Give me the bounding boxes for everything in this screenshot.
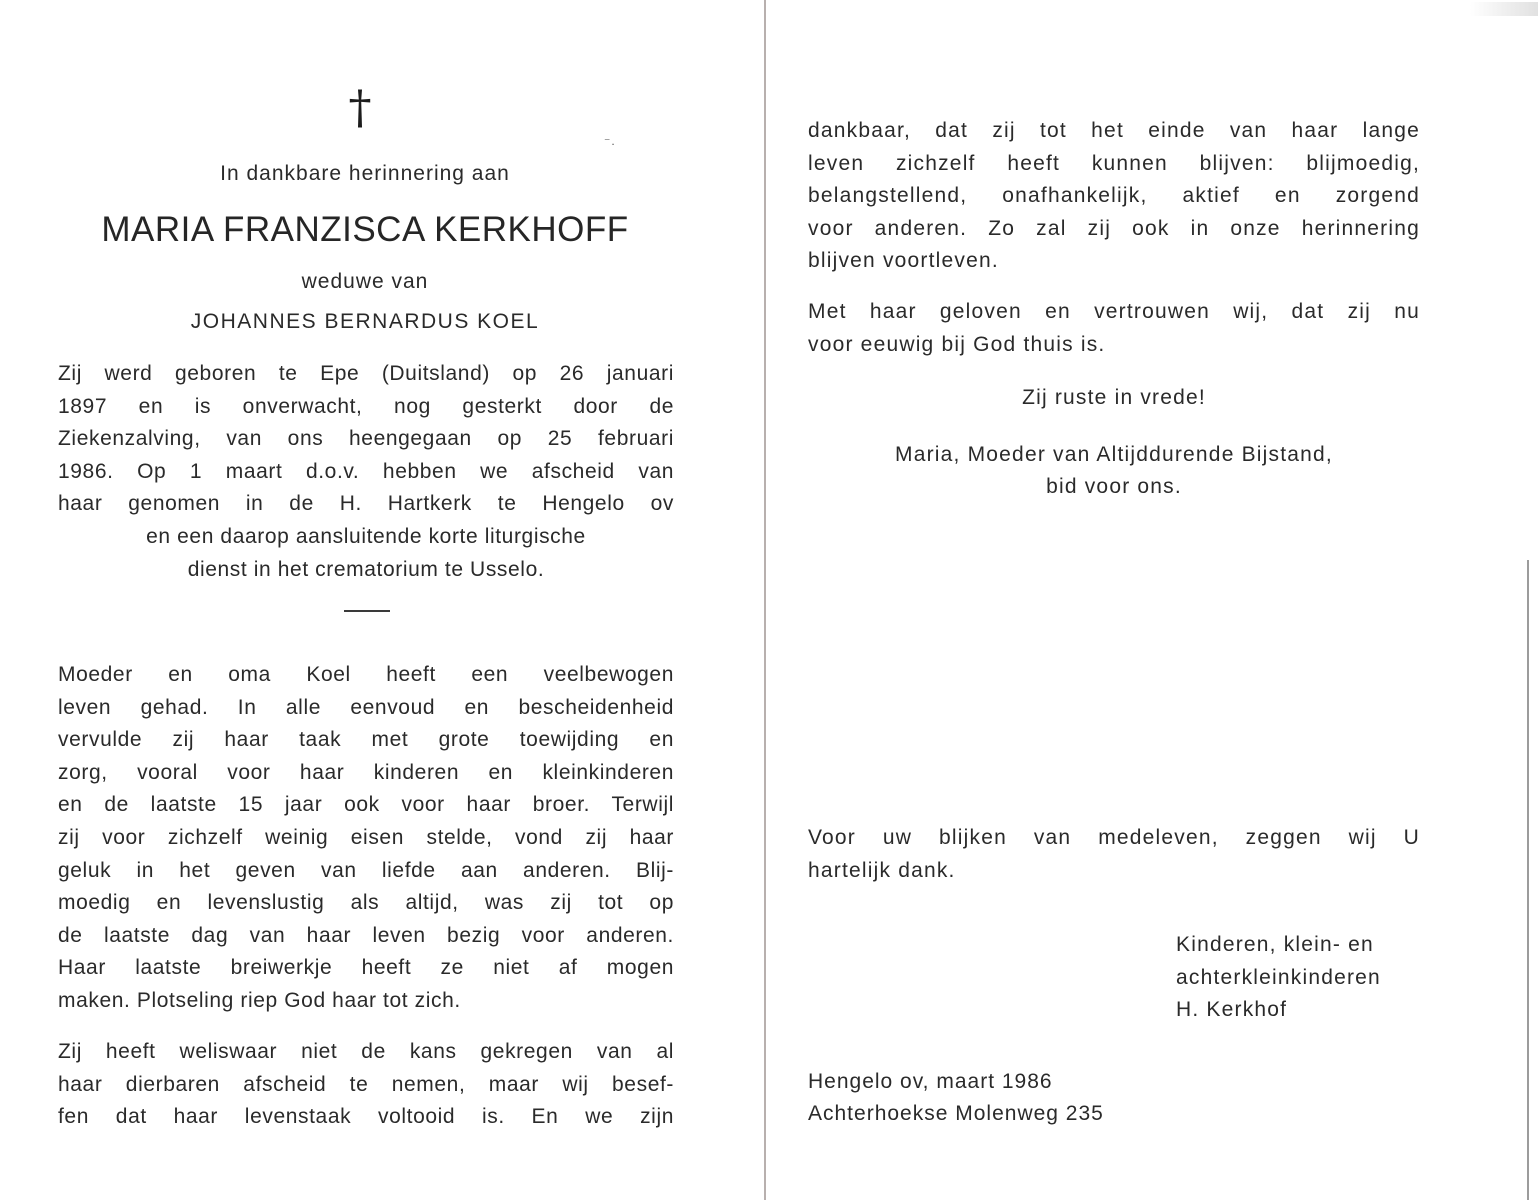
bio-line: Ziekenzalving, van ons heengegaan op 25 februari bbox=[58, 427, 674, 451]
signature-block bbox=[1176, 929, 1426, 1027]
address: Achterhoekse Molenweg 235 bbox=[808, 1102, 1104, 1125]
bio-line: Zij werd geboren te Epe (Duitsland) op 26 januari bbox=[58, 362, 674, 385]
section-divider bbox=[344, 610, 390, 612]
print-speck: ⁻. bbox=[604, 134, 616, 148]
story-line: leven gehad. In alle eenvoud en bescheidenheid bbox=[58, 695, 674, 719]
life-story-paragraph bbox=[58, 659, 674, 1018]
continuation-line: voor anderen. Zo zal zij ook in onze herinnering bbox=[808, 216, 1420, 240]
story-line: zij voor zichzelf weinig eisen stelde, vond zij haar bbox=[58, 825, 674, 849]
rest-in-peace-line: Zij ruste in vrede! bbox=[1022, 386, 1206, 409]
intro-line: In dankbare herinnering aan bbox=[220, 162, 510, 185]
prayer-line: Maria, Moeder van Altijddurende Bijstand, bbox=[895, 443, 1333, 466]
fold-line bbox=[764, 0, 766, 1200]
story-line: geluk in het geven van liefde aan anderen. Blij- bbox=[58, 858, 674, 882]
faith-line: Met haar geloven en vertrouwen wij, dat zij nu bbox=[808, 300, 1420, 323]
story-line: maken. Plotseling riep God haar tot zich. bbox=[58, 988, 461, 1012]
bio-line: 1986. Op 1 maart d.o.v. hebben we afscheid van bbox=[58, 459, 674, 483]
place-date: Hengelo ov, maart 1986 bbox=[808, 1070, 1053, 1093]
story-line: moedig en levenslustig als altijd, was zij tot op bbox=[58, 891, 674, 915]
story-line: de laatste dag van haar leven bezig voor anderen. bbox=[58, 923, 674, 947]
continuation-paragraph bbox=[808, 115, 1420, 278]
story-line: en de laatste 15 jaar ook voor haar broer. Terwijl bbox=[58, 793, 674, 817]
continuation-line: leven zichzelf heeft kunnen blijven: blijmoedig, bbox=[808, 151, 1420, 175]
signature-line: Kinderen, klein- en bbox=[1176, 933, 1374, 956]
continuation-line: dankbaar, dat zij tot het einde van haar lange bbox=[808, 119, 1420, 142]
widow-of-line: weduwe van bbox=[301, 270, 429, 293]
bio-line: dienst in het crematorium te Usselo. bbox=[187, 557, 545, 581]
cross-icon: † bbox=[348, 80, 372, 134]
bio-line: haar genomen in de H. Hartkerk te Hengelo ov bbox=[58, 492, 674, 516]
continuation-line: blijven voortleven. bbox=[808, 249, 999, 273]
bio-line: 1897 en is onverwacht, nog gesterkt door de bbox=[58, 394, 674, 418]
biography-paragraph bbox=[58, 358, 674, 586]
story-line: Moeder en oma Koel heeft een veelbewogen bbox=[58, 663, 674, 686]
thanks-paragraph bbox=[808, 822, 1420, 887]
farewell-line: fen dat haar levenstaak voltooid is. En we zijn bbox=[58, 1105, 674, 1129]
place-address-block bbox=[808, 1066, 1208, 1130]
faith-line: voor eeuwig bij God thuis is. bbox=[808, 332, 1106, 356]
story-line: Haar laatste breiwerkje heeft ze niet af mogen bbox=[58, 956, 674, 980]
story-line: vervulde zij haar taak met grote toewijding en bbox=[58, 728, 674, 752]
continuation-line: belangstellend, onafhankelijk, aktief en zorgend bbox=[808, 184, 1420, 208]
farewell-paragraph bbox=[58, 1036, 674, 1134]
signature-line: H. Kerkhof bbox=[1176, 998, 1288, 1022]
farewell-line: Zij heeft weliswaar niet de kans gekregen van al bbox=[58, 1040, 674, 1063]
thanks-line: Voor uw blijken van medeleven, zeggen wij U bbox=[808, 826, 1420, 849]
deceased-name: MARIA FRANZISCA KERKHOFF bbox=[101, 210, 629, 249]
signature-line: achterkleinkinderen bbox=[1176, 965, 1381, 989]
bio-line: en een daarop aansluitende korte liturgische bbox=[146, 524, 586, 548]
story-line: zorg, vooral voor haar kinderen en kleinkinderen bbox=[58, 760, 674, 784]
farewell-line: haar dierbaren afscheid te nemen, maar wij besef- bbox=[58, 1072, 674, 1096]
husband-name: JOHANNES BERNARDUS KOEL bbox=[190, 310, 540, 333]
prayer-line: bid voor ons. bbox=[1046, 475, 1182, 498]
faith-paragraph bbox=[808, 296, 1420, 361]
thanks-line: hartelijk dank. bbox=[808, 858, 956, 882]
